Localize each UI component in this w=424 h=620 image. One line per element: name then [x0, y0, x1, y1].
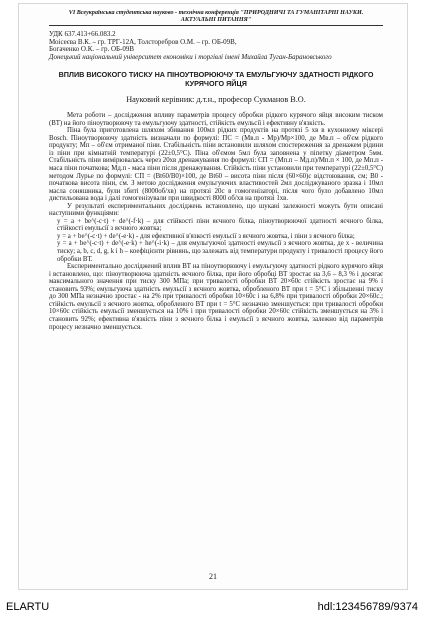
document-page [18, 3, 408, 590]
paragraph-conclusions: Експериментально досліджений вплив ВТ на піноутворюючу і емульгуючу здатності рідкого курячого яйця і встановлено, що: піноутворююча здатність яєчного білка, при його обробці ВТ зростає на 3,6 – 8,3 % і досягає максимального значення при тиску 300 МПа; при тривалості обробки ВТ 20×60с стійкість зростає на 9% і становить 93%; емульгуюча здатність емульсії з яєчного жовтка, обробленого ВТ при t = 5°С і збільшенні тиску до 300 МПа незначно зростає - на 2% при тривалості обробки 10×60с і на 6,8% при тривалості обробки 20×60с.; стійкість емульсії з яєчного жовтка, обробленого ВТ при t = 5°С незначно зменшується: при тривалості обробки 10×60с стійкість емульсії зменшується на 10% і при тривалості обробки 20×60с стійкість зменшується на 3% і становить 92%; ефективна в'язкість піни з яєчного білка і емульсії з яєчного жовтка, залежно від параметрів процесу незначно зменшується. [49, 263, 383, 331]
paragraph-methods: Піна була приготовлена шляхом збивання 100мл рідких продуктів на протязі 5 хв в кухонному міксері Bosch. Піноутворюючу здатність визначали по формулі: ПС = (Мв.п - Мр)/Мр×100, де Мв.п – об'єм рідкого продукту; Мп – об'єм отриманої піни. Стабільність піни встановили шляхом спостереження за дренажем рідини із піни при кімнатній температурі (22±0,5°С). Піна об'ємом 5мл була заповнена у піпетку діаметром 5мм. Стабільність піни вимірювалась через 20хв дренажування по формулі: СП = (Мп.п – Мд.п)/Мп.п × 100, де Мп.п - маса піни початкова; Мд.п - маса піни після дренажування. Стійкість піни установили при температурі (22±0,5°С) методом Лурье по формулі: СП = (Вt60/В0)×100, де Вt60 – висота піни після (60×60)с відстоювання, см; В0 - початкова висота піни, см. З метою дослідження емульгуючих властивостей 2мл досліджуваного зразка і 10мл масла соняшника, були збиті (8000об/хв) на протязі 20с в гомогенізаторі, після чого було добавлено 10мл дистильована вода і далі гомогенізували при швидкості 8000 об/хв на протязі 1хв. [49, 127, 383, 203]
formula-3: y = a + be^(-c·t) + de^(-e·k) + he^(-i·k) – для емульгуючої здатності емульсії з яєчного жовтка, де х - величина тиску; a, b, c, d, g, k i h – коефіцієнти рівнянь, що залежать від температури продукту і тривалості процесу його обробки ВТ. [57, 240, 383, 263]
header-line-1: VI Всеукраїнська студентська науково - технічна конференція "ПРИРОДНИЧІ ТА ГУМАНІТАРНІ НАУКИ. [68, 10, 364, 16]
authors-line-2: Богаченко О.К. – гр. ОБ-09В [49, 45, 135, 54]
conference-header [49, 10, 383, 26]
repository-name: ELARTU [6, 601, 50, 613]
handle-identifier: hdl:123456789/9374 [317, 601, 418, 613]
affiliation: Донецький національний університет економіки і торгівлі імені Михайла Туган-Барановського [49, 52, 332, 61]
authors-line-1: Моісеєва В.К. – гр. ТРГ-12А, Толсторебров О.М. – гр. ОБ-09В, [49, 37, 237, 46]
paragraph-results-intro: У результаті експериментальних досліджень встановлено, що шукані залежності можуть бути описані наступними функціями: [49, 202, 383, 218]
article-title: ВПЛИВ ВИСОКОГО ТИСКУ НА ПІНОУТВОРЮЮЧУ ТА ЕМУЛЬГУЮЧУ ЗДАТНОСТІ РІДКОГО КУРЯЧОГО ЯЙЦЯ [58, 70, 374, 88]
header-line-2: АКТУАЛЬНІ ПИТАННЯ" [180, 17, 252, 23]
formula-1: y = a + be^(-c·t) + de^(-f·k) – для стійкості піни яєчного білка, піноутворюючої здатності яєчного білка, стійкості емульсії з яєчного жовтка; [57, 217, 383, 233]
scientific-advisor: Науковий керівник: д.т.н., професор Сукманов В.О. [126, 95, 306, 105]
udc-code: УДК 637.413+66.083.2 [49, 30, 116, 38]
article-body [49, 112, 383, 331]
formula-2: y = a + be^(-c·t) + de^(-e·k) - для ефективної в'язкості емульсії з яєчного жовтка, і піни з яєчного білка; [57, 232, 355, 240]
paragraph-aim: Мета роботи – дослідження впливу параметрів процесу обробки рідкого курячого яйця високим тиском (ВТ) на його піноутворюючу та емульгуючу здатності, стійкість емульсії і ефективну в'язкість. [49, 112, 383, 127]
page-number: 21 [209, 572, 217, 581]
